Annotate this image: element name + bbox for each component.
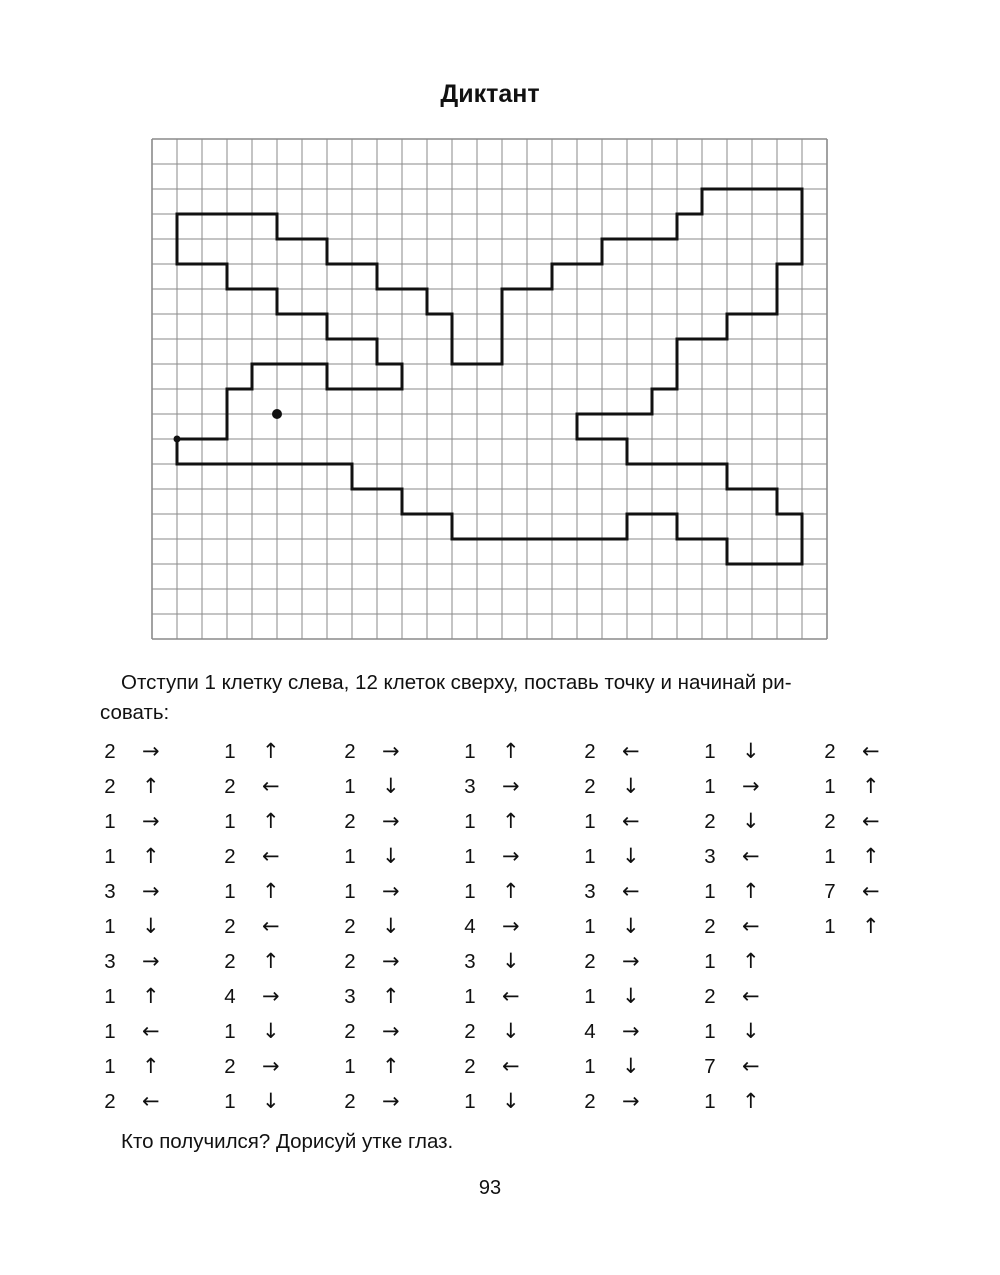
step-count: 1 <box>704 950 716 973</box>
dictation-step <box>464 911 520 941</box>
step-count: 1 <box>824 915 836 938</box>
dictation-step <box>464 806 520 836</box>
step-count: 1 <box>104 915 116 938</box>
step-direction-arrow-icon: ← <box>742 914 760 938</box>
dictation-step <box>224 1086 280 1116</box>
dictation-step <box>104 1016 160 1046</box>
step-count: 2 <box>104 740 116 763</box>
step-count: 1 <box>584 810 596 833</box>
step-direction-arrow-icon: ← <box>742 1054 760 1078</box>
step-count: 7 <box>824 880 836 903</box>
step-direction-arrow-icon: ← <box>262 774 280 798</box>
dictation-step <box>824 841 880 871</box>
dictation-step <box>344 771 400 801</box>
step-count: 1 <box>464 880 476 903</box>
step-direction-arrow-icon: ← <box>622 809 640 833</box>
dictation-step <box>224 946 280 976</box>
dictation-step <box>104 736 160 766</box>
step-count: 2 <box>104 775 116 798</box>
step-direction-arrow-icon: ← <box>142 1019 160 1043</box>
step-count: 2 <box>104 1090 116 1113</box>
dictation-step <box>104 806 160 836</box>
dictation-step <box>464 876 520 906</box>
step-count: 2 <box>344 810 356 833</box>
step-count: 1 <box>464 845 476 868</box>
dictation-step <box>344 876 400 906</box>
dictation-step <box>104 911 160 941</box>
step-direction-arrow-icon: → <box>382 949 400 973</box>
dictation-step <box>224 841 280 871</box>
step-direction-arrow-icon: ← <box>742 844 760 868</box>
step-count: 1 <box>464 1090 476 1113</box>
step-direction-arrow-icon: ↑ <box>502 739 520 763</box>
step-count: 1 <box>344 880 356 903</box>
dictation-step <box>704 946 760 976</box>
dictation-step <box>344 1086 400 1116</box>
dictation-step <box>344 1016 400 1046</box>
step-direction-arrow-icon: ← <box>622 879 640 903</box>
step-count: 2 <box>344 1020 356 1043</box>
step-count: 2 <box>704 985 716 1008</box>
dictation-step <box>584 736 640 766</box>
step-direction-arrow-icon: ↑ <box>142 844 160 868</box>
step-direction-arrow-icon: ↑ <box>742 879 760 903</box>
step-count: 1 <box>704 775 716 798</box>
step-count: 1 <box>704 1090 716 1113</box>
step-direction-arrow-icon: ↓ <box>742 809 760 833</box>
step-direction-arrow-icon: ↓ <box>742 739 760 763</box>
step-count: 4 <box>224 985 236 1008</box>
dictation-step <box>584 771 640 801</box>
step-count: 1 <box>824 775 836 798</box>
step-direction-arrow-icon: ↓ <box>502 1019 520 1043</box>
dictation-step <box>704 771 760 801</box>
dictation-step <box>704 911 760 941</box>
step-direction-arrow-icon: ↓ <box>502 949 520 973</box>
dictation-step <box>224 736 280 766</box>
step-count: 2 <box>224 1055 236 1078</box>
dictation-step <box>104 946 160 976</box>
dictation-step <box>704 1016 760 1046</box>
step-count: 1 <box>464 740 476 763</box>
step-count: 1 <box>224 1090 236 1113</box>
question-text: Кто получился? Дорисуй утке глаз. <box>121 1130 454 1153</box>
step-direction-arrow-icon: ↓ <box>622 984 640 1008</box>
step-direction-arrow-icon: ↑ <box>262 809 280 833</box>
step-count: 2 <box>824 810 836 833</box>
step-count: 1 <box>464 985 476 1008</box>
dictation-step <box>224 876 280 906</box>
step-count: 3 <box>104 950 116 973</box>
step-direction-arrow-icon: ↓ <box>382 844 400 868</box>
step-count: 1 <box>464 810 476 833</box>
dictation-step <box>584 1086 640 1116</box>
step-direction-arrow-icon: → <box>502 774 520 798</box>
dictation-step <box>704 806 760 836</box>
step-direction-arrow-icon: → <box>382 739 400 763</box>
dictation-step <box>464 1086 520 1116</box>
step-count: 2 <box>344 915 356 938</box>
step-direction-arrow-icon: ↓ <box>622 1054 640 1078</box>
dictation-step <box>704 1051 760 1081</box>
step-count: 3 <box>344 985 356 1008</box>
dictation-step <box>464 736 520 766</box>
dictation-step <box>104 771 160 801</box>
step-direction-arrow-icon: ← <box>862 809 880 833</box>
step-direction-arrow-icon: ← <box>742 984 760 1008</box>
dictation-step <box>824 771 880 801</box>
step-count: 1 <box>224 740 236 763</box>
dictation-step <box>584 1051 640 1081</box>
dictation-step <box>224 1051 280 1081</box>
step-direction-arrow-icon: ↑ <box>262 739 280 763</box>
step-direction-arrow-icon: → <box>142 949 160 973</box>
dictation-step <box>824 806 880 836</box>
step-direction-arrow-icon: ← <box>262 844 280 868</box>
instruction-line-1: Отступи 1 клетку слева, 12 клеток сверху, поставь точку и начинай ри- <box>121 671 792 694</box>
step-count: 2 <box>584 740 596 763</box>
step-count: 2 <box>704 915 716 938</box>
step-count: 1 <box>224 1020 236 1043</box>
step-count: 1 <box>584 985 596 1008</box>
step-direction-arrow-icon: ↑ <box>742 1089 760 1113</box>
dictation-step <box>344 806 400 836</box>
step-count: 2 <box>464 1020 476 1043</box>
step-count: 2 <box>224 950 236 973</box>
dictation-step <box>704 841 760 871</box>
step-count: 1 <box>704 880 716 903</box>
step-count: 1 <box>584 1055 596 1078</box>
dictation-step <box>344 911 400 941</box>
dictation-step <box>344 981 400 1011</box>
step-direction-arrow-icon: ↑ <box>862 914 880 938</box>
dictation-step <box>584 806 640 836</box>
dictation-step <box>464 1051 520 1081</box>
dictation-step <box>584 841 640 871</box>
step-direction-arrow-icon: ↓ <box>382 774 400 798</box>
step-count: 1 <box>704 1020 716 1043</box>
step-count: 1 <box>104 985 116 1008</box>
dictation-step <box>584 1016 640 1046</box>
step-direction-arrow-icon: ↑ <box>142 984 160 1008</box>
step-direction-arrow-icon: ↓ <box>382 914 400 938</box>
dictation-step <box>704 736 760 766</box>
dictation-step <box>704 981 760 1011</box>
step-direction-arrow-icon: → <box>622 1089 640 1113</box>
step-count: 2 <box>584 775 596 798</box>
dictation-step <box>224 771 280 801</box>
step-direction-arrow-icon: → <box>742 774 760 798</box>
step-direction-arrow-icon: ↓ <box>622 774 640 798</box>
step-direction-arrow-icon: ↑ <box>382 1054 400 1078</box>
dictation-step <box>344 946 400 976</box>
dictation-step <box>104 1051 160 1081</box>
step-count: 1 <box>344 845 356 868</box>
instruction-line-2: совать: <box>100 701 170 724</box>
dictation-step <box>344 1051 400 1081</box>
dictation-step <box>584 911 640 941</box>
dictation-step <box>344 736 400 766</box>
dictation-step <box>104 1086 160 1116</box>
step-direction-arrow-icon: ← <box>262 914 280 938</box>
step-count: 2 <box>344 1090 356 1113</box>
step-direction-arrow-icon: → <box>142 809 160 833</box>
step-direction-arrow-icon: → <box>502 844 520 868</box>
step-count: 2 <box>824 740 836 763</box>
step-direction-arrow-icon: ↑ <box>142 774 160 798</box>
step-count: 3 <box>464 775 476 798</box>
step-direction-arrow-icon: → <box>622 1019 640 1043</box>
dictation-step <box>704 1086 760 1116</box>
step-direction-arrow-icon: ↓ <box>262 1089 280 1113</box>
step-direction-arrow-icon: ↓ <box>742 1019 760 1043</box>
step-count: 1 <box>344 775 356 798</box>
step-direction-arrow-icon: ↓ <box>622 914 640 938</box>
dictation-step <box>464 981 520 1011</box>
dictation-step <box>344 841 400 871</box>
step-count: 4 <box>584 1020 596 1043</box>
step-count: 2 <box>464 1055 476 1078</box>
step-direction-arrow-icon: ↑ <box>262 879 280 903</box>
step-count: 1 <box>704 740 716 763</box>
step-count: 1 <box>104 810 116 833</box>
dictation-step <box>704 876 760 906</box>
step-count: 3 <box>704 845 716 868</box>
dictation-step <box>224 806 280 836</box>
step-count: 7 <box>704 1055 716 1078</box>
dictation-step <box>584 946 640 976</box>
step-direction-arrow-icon: → <box>502 914 520 938</box>
step-direction-arrow-icon: ← <box>862 739 880 763</box>
step-count: 4 <box>464 915 476 938</box>
dictation-step <box>464 1016 520 1046</box>
step-direction-arrow-icon: → <box>382 1089 400 1113</box>
step-direction-arrow-icon: → <box>262 1054 280 1078</box>
step-count: 1 <box>224 880 236 903</box>
step-count: 2 <box>344 740 356 763</box>
step-count: 3 <box>464 950 476 973</box>
step-direction-arrow-icon: ↑ <box>742 949 760 973</box>
dictation-step <box>584 876 640 906</box>
step-direction-arrow-icon: → <box>142 879 160 903</box>
step-count: 1 <box>344 1055 356 1078</box>
dictation-step <box>824 736 880 766</box>
step-count: 2 <box>584 1090 596 1113</box>
step-direction-arrow-icon: → <box>262 984 280 1008</box>
step-direction-arrow-icon: ↓ <box>502 1089 520 1113</box>
step-count: 1 <box>824 845 836 868</box>
step-count: 3 <box>104 880 116 903</box>
step-direction-arrow-icon: ← <box>622 739 640 763</box>
step-count: 3 <box>584 880 596 903</box>
dictation-step <box>584 981 640 1011</box>
step-direction-arrow-icon: → <box>142 739 160 763</box>
step-count: 1 <box>584 845 596 868</box>
step-count: 2 <box>224 915 236 938</box>
step-direction-arrow-icon: ↑ <box>862 774 880 798</box>
dictation-step <box>104 981 160 1011</box>
step-count: 2 <box>584 950 596 973</box>
step-direction-arrow-icon: ↑ <box>262 949 280 973</box>
dictation-step <box>824 911 880 941</box>
step-count: 1 <box>224 810 236 833</box>
step-count: 2 <box>344 950 356 973</box>
step-direction-arrow-icon: ← <box>862 879 880 903</box>
step-direction-arrow-icon: ← <box>502 984 520 1008</box>
step-direction-arrow-icon: ↓ <box>142 914 160 938</box>
step-count: 2 <box>224 845 236 868</box>
step-direction-arrow-icon: ↑ <box>502 879 520 903</box>
step-count: 1 <box>104 1020 116 1043</box>
dictation-step <box>824 876 880 906</box>
step-direction-arrow-icon: ← <box>142 1089 160 1113</box>
step-count: 1 <box>104 845 116 868</box>
step-direction-arrow-icon: ↓ <box>622 844 640 868</box>
step-direction-arrow-icon: ↑ <box>382 984 400 1008</box>
step-direction-arrow-icon: ← <box>502 1054 520 1078</box>
step-count: 2 <box>704 810 716 833</box>
step-direction-arrow-icon: ↑ <box>862 844 880 868</box>
step-direction-arrow-icon: → <box>382 1019 400 1043</box>
page-number: 93 <box>478 1177 502 1199</box>
dictation-step <box>224 911 280 941</box>
dictation-step <box>104 876 160 906</box>
step-direction-arrow-icon: ↓ <box>262 1019 280 1043</box>
dictation-step <box>104 841 160 871</box>
step-direction-arrow-icon: → <box>382 809 400 833</box>
step-count: 1 <box>104 1055 116 1078</box>
step-count: 1 <box>584 915 596 938</box>
dictation-step <box>224 1016 280 1046</box>
step-count: 2 <box>224 775 236 798</box>
dictation-step <box>224 981 280 1011</box>
step-direction-arrow-icon: ↑ <box>142 1054 160 1078</box>
step-direction-arrow-icon: → <box>382 879 400 903</box>
dictation-step <box>464 841 520 871</box>
step-direction-arrow-icon: ↑ <box>502 809 520 833</box>
step-direction-arrow-icon: → <box>622 949 640 973</box>
dictation-step <box>464 771 520 801</box>
dictation-step <box>464 946 520 976</box>
page-title: Диктант <box>440 80 540 108</box>
